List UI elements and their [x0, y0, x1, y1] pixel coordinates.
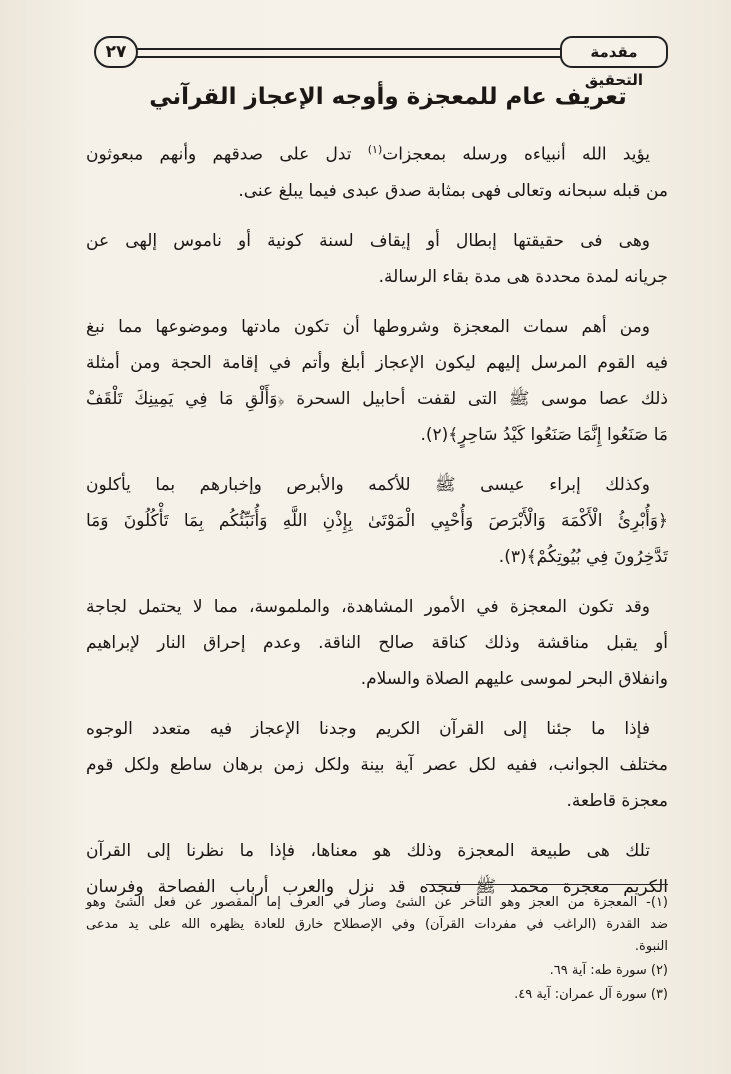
footnotes	[86, 892, 668, 1006]
paragraph	[86, 589, 668, 697]
text-line: معجزة قاطعة.	[566, 790, 668, 811]
footnote	[86, 960, 668, 982]
paragraph	[86, 309, 668, 453]
body-text	[86, 132, 668, 905]
text-line: ومن أهم سمات المعجزة وشروطها أن تكون مادتها وموضوعها مما نبغ	[86, 316, 650, 337]
paragraph	[86, 132, 668, 209]
paragraph	[86, 467, 668, 575]
text-line: ﴿وَأُبْرِئُ الْأَكْمَهَ وَالْأَبْرَصَ وَأُحْيِي الْمَوْتَىٰ بِإِذْنِ اللَّهِ وَأُنَبِّئُكُم بِمَا تَأْكُلُونَ وَمَا	[86, 510, 668, 531]
footnote-line: ضد القدرة (الراغب في مفردات القرآن) وفي الإصطلاح خارق للعادة يظهره الله على يد مدعى	[86, 917, 668, 932]
footnote-line: (٢) سورة طه: آية ٦٩.	[549, 963, 668, 978]
text-line: مختلف الجوانب، ففيه لكل عصر آية بينة ولكل زمن برهان ساطع ولكل قوم	[86, 754, 668, 775]
header-rule	[126, 48, 572, 58]
text-line: يؤيد الله أنبياءه ورسله بمعجزات$^{(١)}$ تدل على صدقهم وأنهم مبعوثون	[86, 143, 650, 165]
text-line: جريانه لمدة محددة هى مدة بقاء الرسالة.	[378, 266, 668, 287]
text-line: مَا صَنَعُوا إِنَّمَا صَنَعُوا كَيْدُ سَاحِرٍ﴾(٢).	[420, 424, 668, 445]
text-line: ذلك عصا موسى ﷺ التى لقفت أحابيل السحرة ﴿وَأَلْقِ مَا فِي يَمِينِكَ تَلْقَفْ	[86, 388, 668, 409]
section-title: تعريف عام للمعجزة وأوجه الإعجاز القرآني	[149, 84, 627, 110]
paragraph	[86, 711, 668, 819]
paragraph	[86, 223, 668, 295]
footnote	[86, 892, 668, 958]
text-line: وهى فى حقيقتها إبطال أو إيقاف لسنة كونية أو ناموس إلهى عن	[86, 230, 650, 251]
page-header	[86, 36, 668, 89]
text-line: من قبله سبحانه وتعالى فهى بمثابة صدق عبدى فيما يبلغ عنى.	[238, 180, 668, 201]
text-line: وانفلاق البحر لموسى عليهم الصلاة والسلام.	[360, 668, 668, 689]
running-title: مقدمة التحقيق	[560, 36, 668, 68]
text-line: تَدَّخِرُونَ فِي بُيُوتِكُمْ﴾(٣).	[498, 546, 668, 567]
text-line: فيه القوم المرسل إليهم ليكون الإعجاز أبلغ وأتم في إقامة الحجة ومن أمثلة	[86, 352, 668, 373]
footnote-separator	[426, 884, 668, 885]
footnote-line: (٣) سورة آل عمران: آية ٤٩.	[514, 987, 668, 1002]
text-line: تلك هى طبيعة المعجزة وذلك هو معناها، فإذا ما نظرنا إلى القرآن	[86, 840, 650, 861]
footnote-line: (١)- المعجزة من العجز وهو التأخر عن الشئ وصار في العرف إما المقصور عن فعل الشئ وهو	[86, 895, 668, 910]
text-line: وقد تكون المعجزة في الأمور المشاهدة، والملموسة، مما لا يحتمل لجاجة	[86, 596, 650, 617]
text-line: وكذلك إبراء عيسى ﷺ للأكمه والأبرص وإخبارهم بما يأكلون	[86, 474, 650, 495]
page-number: ٢٧	[94, 36, 138, 68]
text-line: أو يقبل مناقشة وذلك كناقة صالح الناقة. وعدم إحراق النار لإبراهيم	[86, 632, 668, 653]
footnote	[86, 984, 668, 1006]
footnote-ref: (١)	[367, 143, 383, 156]
footnote-line: النبوة.	[634, 939, 668, 954]
text-line: فإذا ما جئنا إلى القرآن الكريم وجدنا الإعجاز فيه متعدد الوجوه	[86, 718, 650, 739]
text-line: الكريم معجزة محمد ﷺ فنجده قد نزل والعرب أرباب الفصاحة وفرسان	[86, 876, 668, 897]
